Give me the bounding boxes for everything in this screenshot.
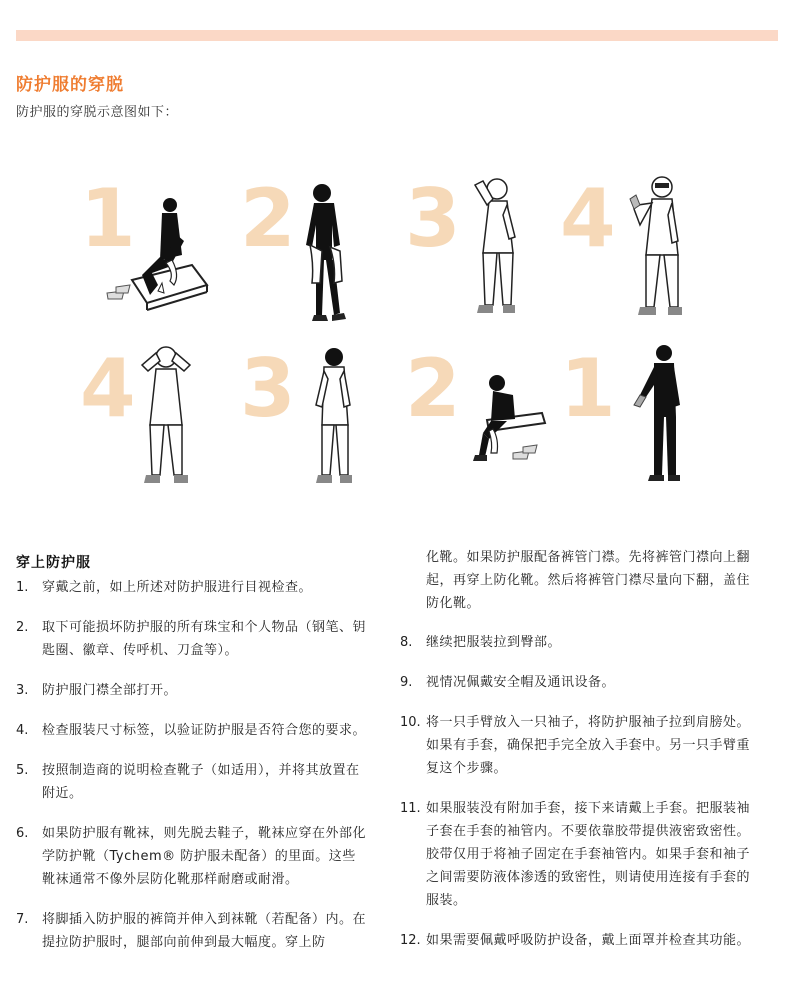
person-sitting-donning-figure: [102, 165, 232, 325]
list-item: 11. 如果服装没有附加手套，接下来请戴上手套。把服装袖子套在手套的袖管内。不要依靠胶带提供液密致密性。胶带仅用于将袖子固定在手套袖管内。如果手套和袖子之间需要防液体渗透的致密性，则请使用连接有手套的服装。: [400, 801, 751, 908]
step-number: 3: [240, 342, 296, 435]
person-putting-on-hood-figure: [427, 165, 557, 325]
list-item: 8. 继续把服装拉到臀部。: [400, 635, 562, 650]
list-item: 1. 穿戴之前，如上所述对防护服进行目视检查。: [16, 580, 313, 595]
list-item: 7. 将脚插入防护服的裤筒并伸入到袜靴（若配备）内。在提拉防护服时，腿部向前伸到最大幅度。穿上防: [16, 912, 367, 950]
section-title: 防护服的穿脱: [16, 75, 124, 95]
list-item: 5. 按照制造商的说明检查靴子（如适用），并将其放置在附近。: [16, 763, 360, 801]
item-7-continued: 化靴。如果防护服配备裤管门襟。先将裤管门襟向上翻起，再穿上防化靴。然后将裤管门襟尽量向下翻，盖住防化靴。: [426, 550, 751, 611]
person-removing-sleeves-figure: [262, 335, 392, 495]
illustration-step-bottom-2: [405, 335, 555, 495]
illustration-step-top-2: [240, 165, 390, 325]
illustration-step-bottom-4: [80, 335, 230, 495]
illustration-step-top-3: [405, 165, 555, 325]
step-number: 4: [80, 342, 136, 435]
person-sitting-removing-suit-figure: [427, 335, 567, 495]
list-item: 2. 取下可能损坏防护服的所有珠宝和个人物品（钢笔、钥匙圈、徽章、传呼机、刀盒等）。: [16, 620, 367, 658]
list-item: 9. 视情况佩戴安全帽及通讯设备。: [400, 675, 616, 690]
person-removing-gloves-figure: [582, 335, 712, 495]
person-in-full-suit-with-gloves-figure: [582, 165, 712, 325]
header-band: [16, 30, 778, 41]
list-item: 10. 将一只手臂放入一只袖子，将防护服袖子拉到肩膀处。如果有手套，确保把手完全放入手套中。另一只手臂重复这个步骤。: [400, 715, 751, 776]
step-number: 4: [560, 172, 616, 265]
donning-doffing-illustration: [60, 165, 740, 485]
step-number: 2: [240, 172, 296, 265]
illustration-step-bottom-1: [560, 335, 710, 495]
person-removing-hood-figure: [102, 335, 232, 495]
step-number: 1: [80, 172, 136, 265]
list-item: 6. 如果防护服有靴袜，则先脱去鞋子，靴袜应穿在外部化学防护靴（Tychem® 防护服未配备）的里面。这些靴袜通常不像外层防化靴那样耐磨或耐滑。: [16, 826, 367, 887]
step-number: 3: [405, 172, 461, 265]
step-number: 2: [405, 342, 461, 435]
list-item: 4. 检查服装尺寸标签，以验证防护服是否符合您的要求。: [16, 723, 367, 738]
illustration-step-top-4: [560, 165, 710, 325]
donning-instructions-left-column: [16, 552, 368, 971]
illustration-step-top-1: [80, 165, 230, 325]
person-stepping-into-suit-figure: [262, 165, 392, 325]
intro-text: 防护服的穿脱示意图如下：: [16, 105, 179, 120]
step-number: 1: [560, 342, 616, 435]
donning-title: 穿上防护服: [16, 555, 91, 571]
donning-instructions-right-column: [400, 546, 760, 969]
illustration-step-bottom-3: [240, 335, 390, 495]
list-item: 12. 如果需要佩戴呼吸防护设备，戴上面罩并检查其功能。: [400, 933, 751, 948]
list-item: 3. 防护服门襟全部打开。: [16, 683, 178, 698]
